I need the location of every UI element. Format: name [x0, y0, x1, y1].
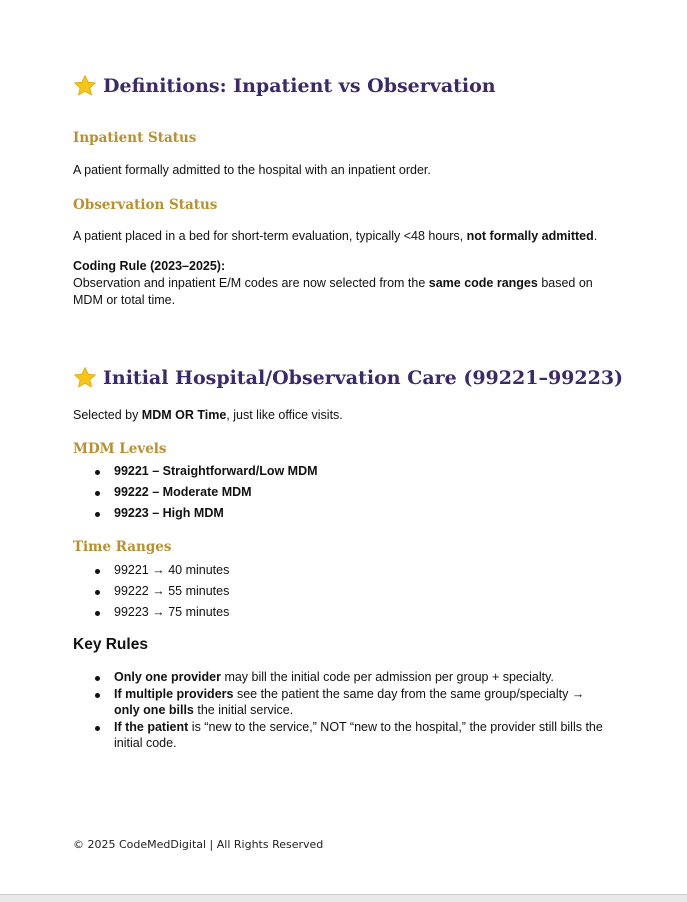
star-icon: [73, 366, 97, 390]
rule-text: the initial service.: [193, 703, 294, 717]
list-item: 99221 – Straightforward/Low MDM: [73, 463, 613, 484]
mdm-levels-list: [73, 463, 613, 526]
rule-emphasis: If multiple providers: [114, 687, 234, 701]
rule-text: may bill the initial code per admission per group + specialty.: [220, 670, 554, 684]
observation-text-end: .: [593, 229, 598, 243]
list-item: 99223 – High MDM: [73, 505, 613, 526]
list-item: [73, 686, 613, 718]
intro-emphasis: MDM OR Time: [141, 408, 227, 422]
coding-rule: [73, 258, 613, 309]
key-rules-list: [73, 669, 613, 752]
intro-text: Selected by: [73, 408, 142, 422]
key-rules-heading: Key Rules: [73, 636, 148, 653]
copyright-footer: © 2025 CodeMedDigital | All Rights Reserved: [73, 838, 324, 851]
rule-emphasis: Only one provider: [114, 670, 221, 684]
coding-rule-emphasis: same code ranges: [428, 276, 538, 290]
observation-emphasis: not formally admitted: [466, 229, 594, 243]
rule-emphasis: If the patient: [114, 720, 189, 734]
coding-rule-text: Observation and inpatient E/M codes are now selected from the: [73, 276, 429, 290]
list-item: 99222 – Moderate MDM: [73, 484, 613, 505]
section-title-initial-care: [73, 366, 623, 390]
observation-definition: [73, 228, 613, 245]
mdm-levels-heading: MDM Levels: [73, 441, 167, 457]
section-title-definitions: [73, 74, 496, 98]
coding-rule-text-end: based on MDM or total time.: [73, 276, 593, 307]
intro-text-end: , just like office visits.: [226, 408, 343, 422]
list-item: 99223 → 75 minutes: [73, 604, 613, 625]
section-title-text: Initial Hospital/Observation Care (99221–99223): [103, 367, 624, 389]
list-item: 99221 → 40 minutes: [73, 562, 613, 583]
observation-text: A patient placed in a bed for short-term evaluation, typically <48 hours,: [73, 229, 467, 243]
rule-text: see the patient the same day from the same group/specialty →: [233, 687, 585, 701]
inpatient-heading: Inpatient Status: [73, 130, 197, 146]
observation-heading: Observation Status: [73, 197, 218, 213]
rule-emphasis: only one bills: [114, 703, 194, 717]
inpatient-definition: A patient formally admitted to the hospital with an inpatient order.: [73, 163, 431, 177]
star-icon: [73, 74, 97, 98]
list-item: [73, 719, 613, 751]
coding-rule-label: Coding Rule (2023–2025):: [73, 259, 226, 273]
page-bottom-edge: [0, 894, 687, 902]
initial-care-intro: [73, 407, 613, 424]
section-title-text: Definitions: Inpatient vs Observation: [103, 75, 496, 97]
time-ranges-list: [73, 562, 613, 625]
list-item: 99222 → 55 minutes: [73, 583, 613, 604]
rule-text: is “new to the service,” NOT “new to the hospital,” the provider still bills the initial code.: [114, 720, 603, 750]
time-ranges-heading: Time Ranges: [73, 539, 172, 555]
list-item: [73, 669, 613, 685]
